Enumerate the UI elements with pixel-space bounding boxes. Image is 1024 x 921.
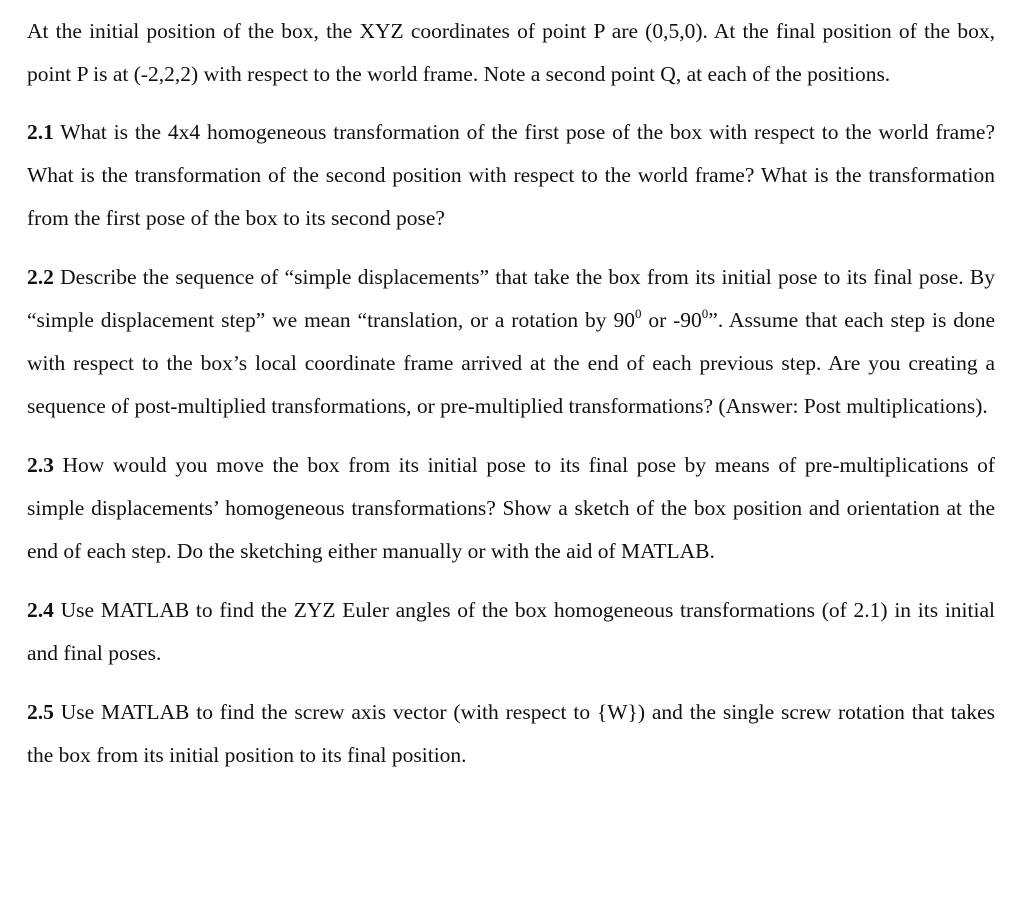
question-number: 2.5 bbox=[27, 700, 54, 724]
question-number: 2.2 bbox=[27, 265, 54, 289]
question-number: 2.3 bbox=[27, 453, 54, 477]
question-2-5 bbox=[27, 691, 995, 777]
question-number: 2.4 bbox=[27, 598, 54, 622]
intro-paragraph bbox=[27, 10, 995, 96]
question-text-part-a: Describe the sequence of “simple displacements” that take the box from its initial pose to its final pose. By “simple displacement step” we mean “translation, or a rotation by 90 bbox=[27, 265, 995, 332]
question-text-part-b: or -90 bbox=[641, 308, 702, 332]
question-number: 2.1 bbox=[27, 120, 54, 144]
question-text: Use MATLAB to find the ZYZ Euler angles of the box homogeneous transformations (of 2.1) in its initial and final poses. bbox=[27, 598, 995, 665]
question-2-4 bbox=[27, 589, 995, 675]
question-text-part-c: ”. Assume that each step is done with respect to the box’s local coordinate frame arrived at the end of each previous step. Are you creating a sequence of post-multiplied transformations, or pre-multiplied transformations? (Answer: Post multiplications). bbox=[27, 308, 995, 418]
question-text: Use MATLAB to find the screw axis vector (with respect to {W}) and the single screw rotation that takes the box from its initial position to its final position. bbox=[27, 700, 995, 767]
degree-superscript: 0 bbox=[634, 306, 642, 321]
question-2-3 bbox=[27, 444, 995, 573]
question-2-2 bbox=[27, 256, 995, 428]
question-text: What is the 4x4 homogeneous transformation of the first pose of the box with respect to the world frame? What is the transformation of the second position with respect to the world frame? What is the transformation from the first pose of the box to its second pose? bbox=[27, 120, 995, 230]
document-body bbox=[27, 10, 995, 793]
question-text: How would you move the box from its initial pose to its final pose by means of pre-multiplications of simple displacements’ homogeneous transformations? Show a sketch of the box position and orientation at the end of each step. Do the sketching either manually or with the aid of MATLAB. bbox=[27, 453, 995, 563]
degree-superscript: 0 bbox=[701, 306, 709, 321]
intro-text: At the initial position of the box, the XYZ coordinates of point P are (0,5,0). At the final position of the box, point P is at (-2,2,2) with respect to the world frame. Note a second point Q, at each of the positions. bbox=[27, 19, 995, 86]
question-2-1 bbox=[27, 111, 995, 240]
